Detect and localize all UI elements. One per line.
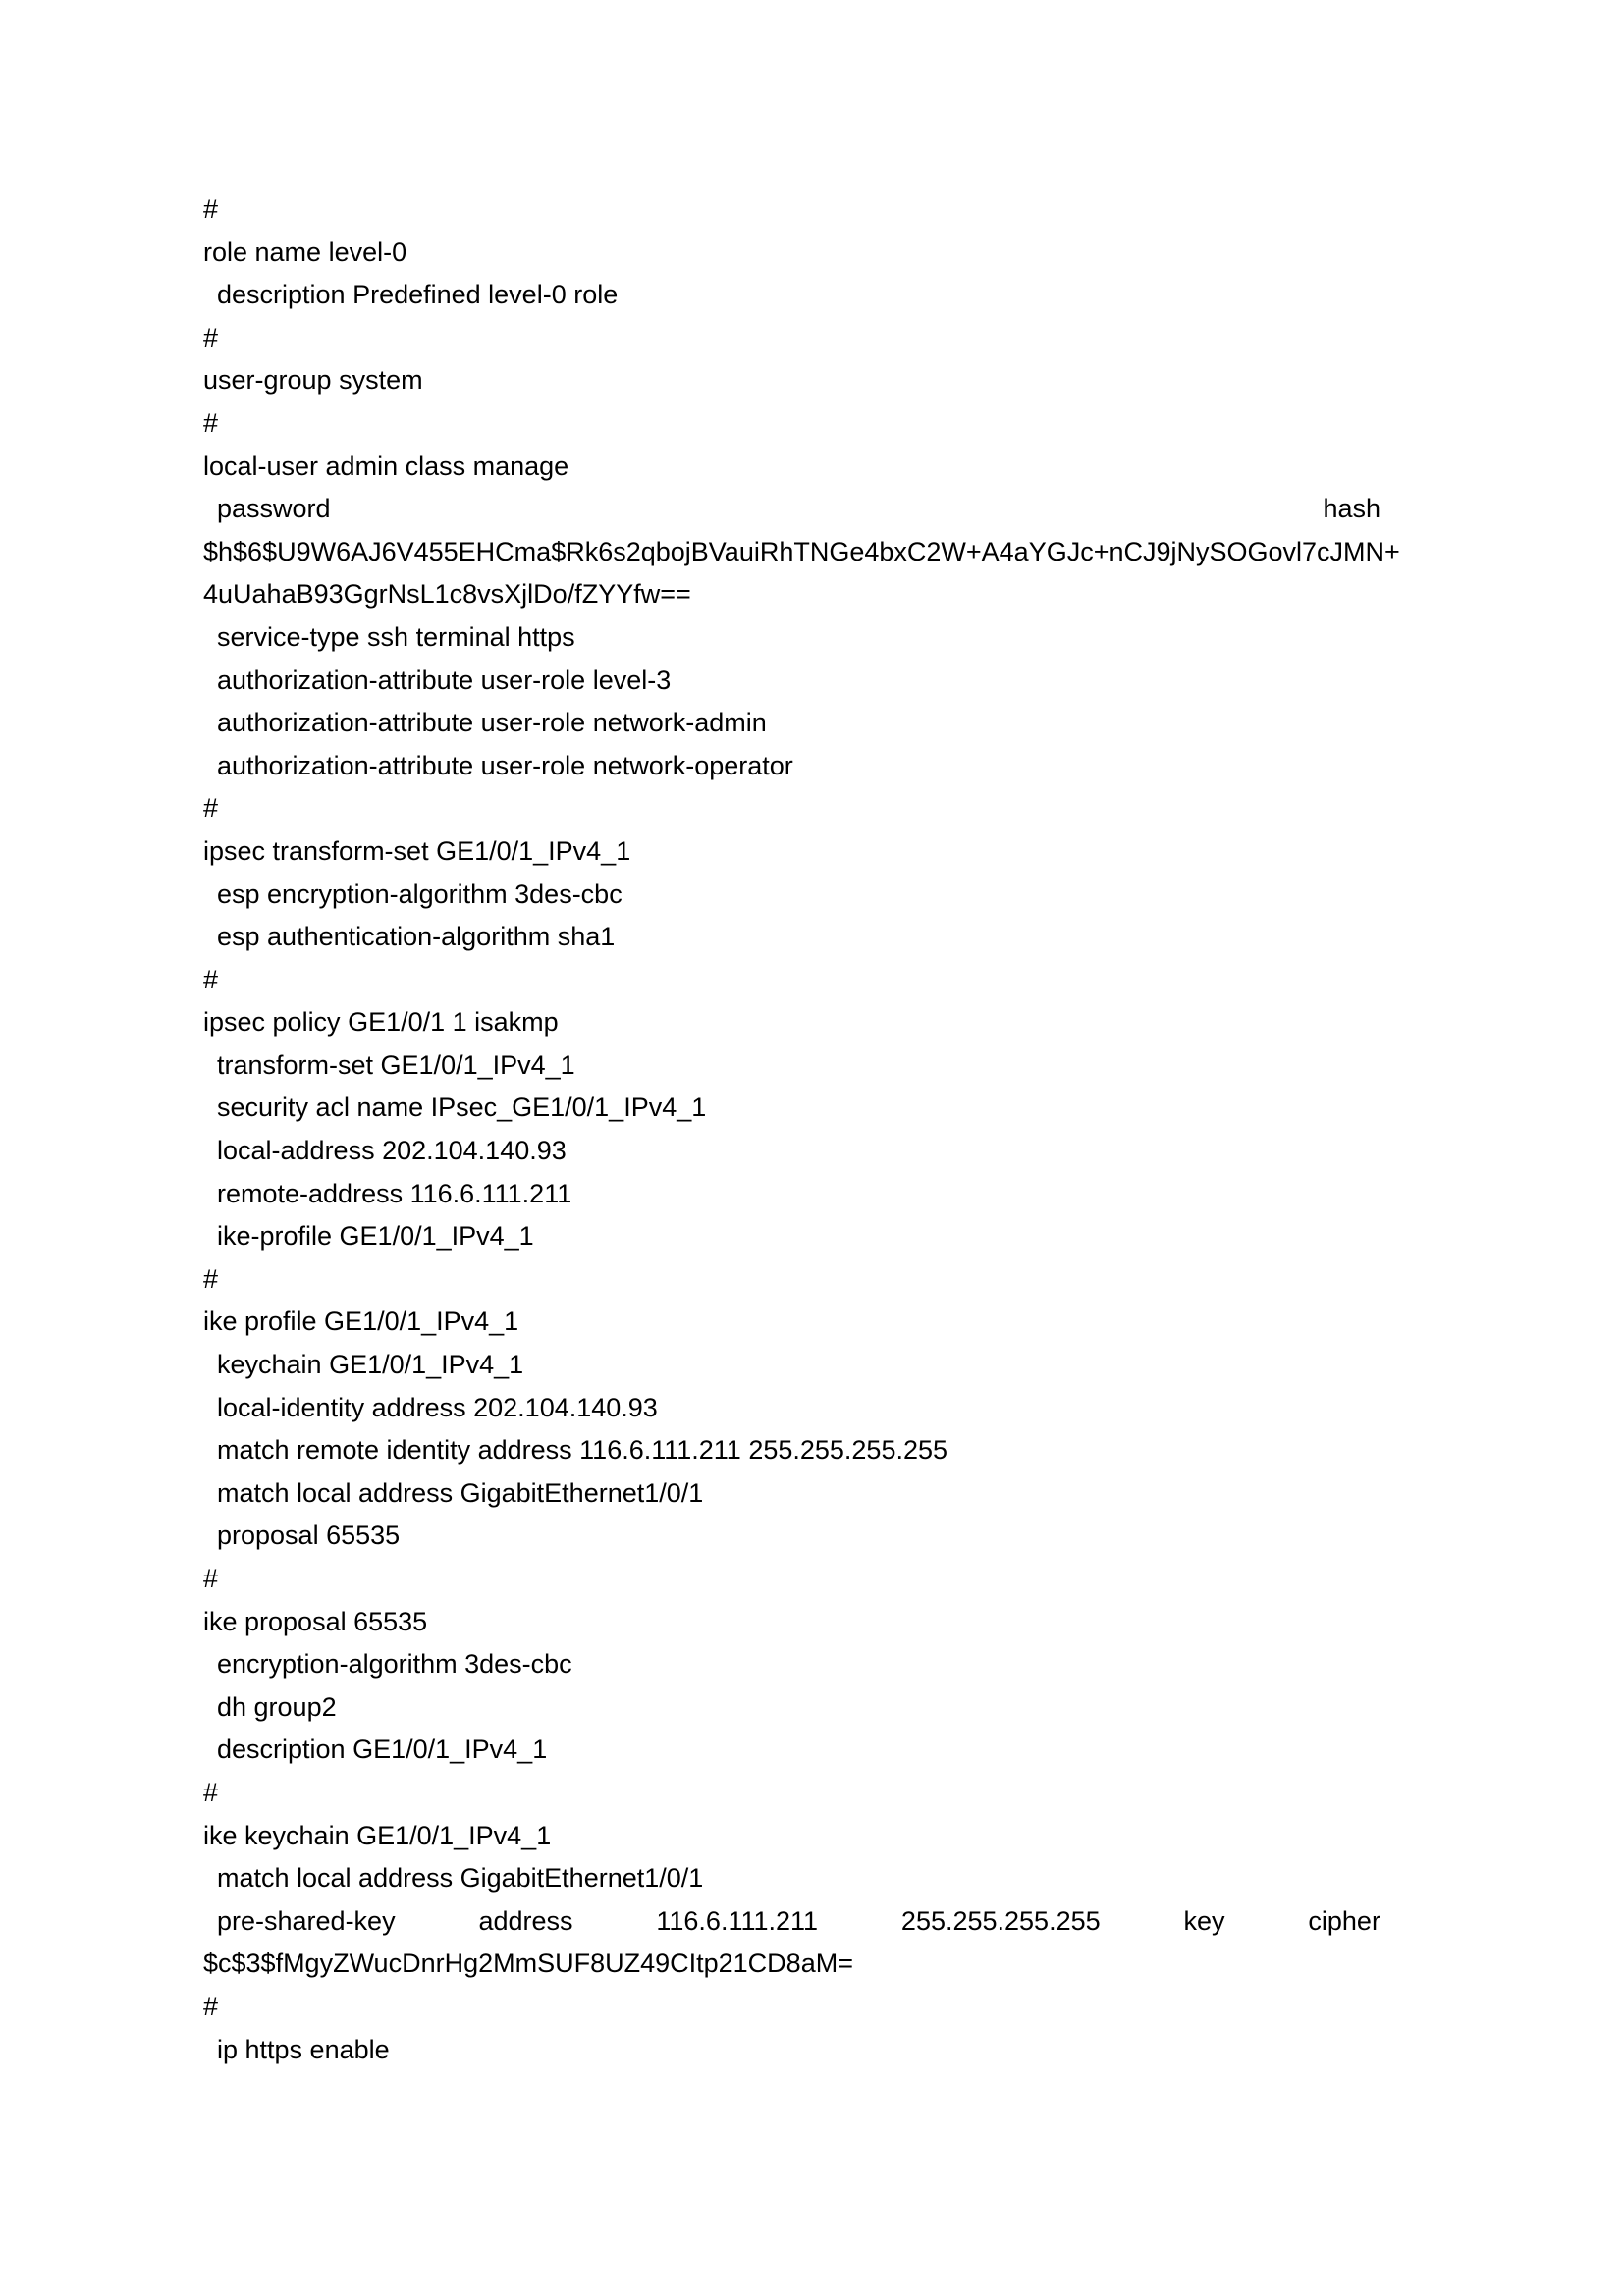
config-line: match local address GigabitEthernet1/0/1: [217, 1477, 704, 1508]
config-line: user-group system: [203, 365, 423, 396]
config-token: address: [478, 1905, 573, 1936]
config-token: cipher: [1308, 1905, 1380, 1936]
config-line: dh group2: [217, 1691, 337, 1722]
config-line: esp authentication-algorithm sha1: [217, 922, 616, 952]
config-line: #: [203, 1263, 219, 1294]
config-token: hash: [1323, 494, 1380, 524]
config-line: [203, 488, 1380, 531]
config-line: security acl name IPsec_GE1/0/1_IPv4_1: [217, 1093, 707, 1123]
config-line: #: [203, 793, 219, 824]
config-line: esp encryption-algorithm 3des-cbc: [217, 879, 623, 909]
config-line: remote-address 116.6.111.211: [217, 1178, 572, 1208]
config-line: authorization-attribute user-role network-operator: [217, 750, 793, 780]
config-line: $h$6$U9W6AJ6V455EHCma$Rk6s2qbojBVauiRhTNGe4bxC2W+A4aYGJc+nCJ9jNySOGovl7cJMN+: [203, 536, 1400, 566]
config-line: #: [203, 1991, 219, 2021]
config-line: ike profile GE1/0/1_IPv4_1: [203, 1307, 519, 1337]
config-line: $c$3$fMgyZWucDnrHg2MmSUF8UZ49CItp21CD8aM=: [203, 1949, 853, 1979]
config-line: #: [203, 322, 219, 352]
config-token: 116.6.111.211: [656, 1905, 819, 1936]
config-line: ike proposal 65535: [203, 1606, 428, 1636]
config-line: ipsec transform-set GE1/0/1_IPv4_1: [203, 835, 631, 866]
config-line: ipsec policy GE1/0/1 1 isakmp: [203, 1007, 559, 1038]
config-token: password: [217, 494, 331, 524]
config-line: authorization-attribute user-role network-admin: [217, 708, 767, 738]
config-token: key: [1183, 1905, 1225, 1936]
config-line: match local address GigabitEthernet1/0/1: [217, 1863, 704, 1894]
config-line: description GE1/0/1_IPv4_1: [217, 1735, 548, 1765]
config-line: transform-set GE1/0/1_IPv4_1: [217, 1049, 575, 1080]
config-line: keychain GE1/0/1_IPv4_1: [217, 1350, 524, 1380]
config-line: #: [203, 964, 219, 994]
config-line: ip https enable: [217, 2034, 390, 2064]
config-line: local-address 202.104.140.93: [217, 1136, 567, 1166]
config-line: match remote identity address 116.6.111.211 255.255.255.255: [217, 1435, 948, 1466]
config-line: authorization-attribute user-role level-3: [217, 665, 672, 695]
config-line: description Predefined level-0 role: [217, 280, 619, 310]
config-line: proposal 65535: [217, 1521, 401, 1551]
config-line: local-user admin class manage: [203, 451, 569, 481]
config-line: #: [203, 194, 219, 224]
config-line: ike keychain GE1/0/1_IPv4_1: [203, 1820, 552, 1850]
config-line: service-type ssh terminal https: [217, 621, 575, 652]
config-line: [203, 1900, 1380, 1944]
config-line: ike-profile GE1/0/1_IPv4_1: [217, 1221, 534, 1252]
config-line: #: [203, 407, 219, 438]
config-line: #: [203, 1777, 219, 1807]
config-text-block: [203, 188, 1400, 2071]
config-line: 4uUahaB93GgrNsL1c8vsXjlDo/fZYYfw==: [203, 579, 691, 610]
config-line: local-identity address 202.104.140.93: [217, 1392, 658, 1422]
config-token: 255.255.255.255: [900, 1905, 1101, 1936]
config-token: pre-shared-key: [217, 1905, 396, 1936]
config-line: #: [203, 1564, 219, 1593]
config-line: role name level-0: [203, 237, 407, 267]
config-line: encryption-algorithm 3des-cbc: [217, 1649, 572, 1680]
